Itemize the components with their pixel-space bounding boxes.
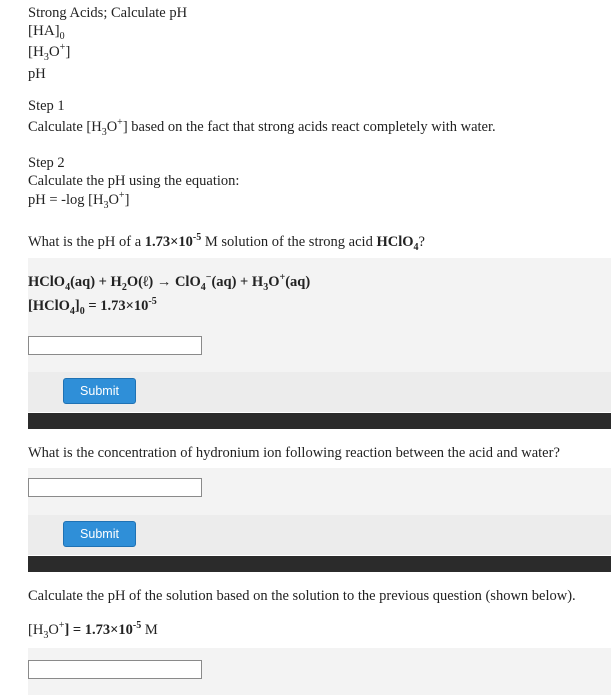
section-divider-1 bbox=[28, 413, 611, 429]
question1-submit-button[interactable]: Submit bbox=[63, 378, 136, 404]
step2-equation: pH = -log $[H_3O^+]$ bbox=[28, 190, 130, 211]
question3-answer-input[interactable] bbox=[28, 660, 202, 679]
definition-hydronium: $[H_3O^+]$ bbox=[28, 42, 71, 63]
page-title: Strong Acids; Calculate pH bbox=[28, 5, 188, 21]
definition-ph: pH bbox=[28, 66, 46, 82]
question2-submit-button[interactable]: Submit bbox=[63, 521, 136, 547]
reaction-equation: HClO$_4$(aq) + $H_2O(\ell) \to ClO_4^-(aq) + H_3O^+(aq)$ bbox=[28, 272, 311, 293]
step2-text: Calculate the pH using the equation: bbox=[28, 173, 240, 189]
step2-title: Step 2 bbox=[28, 155, 65, 171]
question2-answer-input[interactable] bbox=[28, 478, 202, 497]
question3-text: Calculate the pH of the solution based on the solution to the previous question (shown below). bbox=[28, 588, 576, 604]
section-divider-2 bbox=[28, 556, 611, 572]
initial-concentration: $[HClO_4]_0 = 1.73\times 10^{-5}$ bbox=[28, 296, 157, 317]
question1-text: What is the pH of a $1.73\times 10^{-5}$ M solution of the strong acid HClO$_4$? bbox=[28, 232, 425, 253]
question1-answer-input[interactable] bbox=[28, 336, 202, 355]
given-hydronium-concentration: $[H_3O^+] = 1.73\times 10^{-5}$ M bbox=[28, 620, 158, 641]
question2-text: What is the concentration of hydronium ion following reaction between the acid and water? bbox=[28, 445, 560, 461]
step1-text: Calculate $[H_3O^+]$ based on the fact that strong acids react completely with water. bbox=[28, 117, 496, 138]
definition-ha-initial: $[HA]_0$ bbox=[28, 23, 65, 42]
step1-title: Step 1 bbox=[28, 98, 65, 114]
